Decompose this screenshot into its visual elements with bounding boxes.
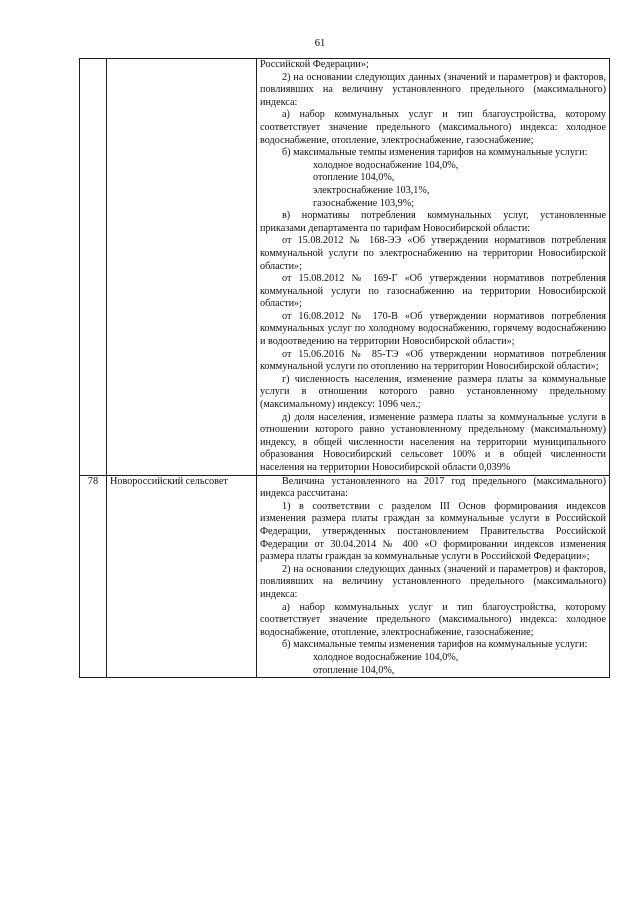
- tariff-rate-line: электроснабжение 103,1%,: [313, 184, 430, 196]
- description-paragraph: д) доля населения, изменение размера платы за коммунальные услуги в отношении которого равно установленному предельному (максимальному) индексу, в общей численности населения на территории муниципального образования Новосибирский сельсовет 100% и в общей численности населения на территории Новосибирской области 0,039%: [260, 411, 606, 473]
- index-description: [257, 475, 610, 678]
- description-paragraph: 1) в соответствии с разделом III Основ формирования индексов изменения размера платы граждан за коммунальные услуги в Российской Федерации, утвержденных постановлением Правительства Российской Федерации от 30.04.2014 № 400 «О формировании индексов изменения размера платы граждан за коммунальные услуги в Российской Федерации»;: [260, 500, 606, 563]
- tariff-rate-line: отопление 104,0%,: [313, 172, 395, 184]
- description-paragraph: от 15.06.2016 № 85-ТЭ «Об утверждении нормативов потребления коммунальной услуги по отоплению на территории Новосибирской области»;: [260, 348, 606, 373]
- description-paragraph: Величина установленного на 2017 год предельного (максимального) индекса рассчитана:: [260, 475, 606, 500]
- description-paragraph: в) нормативы потребления коммунальных услуг, установленные приказами департамента по тарифам Новосибирской области:: [260, 210, 606, 234]
- row-number: [80, 59, 107, 476]
- table-row: [80, 475, 610, 678]
- description-paragraph: б) максимальные темпы изменения тарифов на коммунальные услуги:: [282, 639, 588, 651]
- description-paragraph: г) численность населения, изменение размера платы за коммунальные услуги в отношении которого равно установленному предельному (максимальному) индексу: 1096 чел.;: [260, 373, 606, 411]
- index-description: [257, 59, 610, 476]
- page-number: 61: [314, 38, 326, 49]
- description-paragraph: 2) на основании следующих данных (значений и параметров) и факторов, повлиявших на величину установленного предельного (максимального) индекса:: [260, 563, 606, 600]
- tariff-rate-line: холодное водоснабжение 104,0%,: [313, 159, 459, 171]
- tariff-rate-line: отопление 104,0%,: [313, 664, 395, 676]
- description-paragraph: а) набор коммунальных услуг и тип благоустройства, которому соответствует значение предельного (максимального) индекса: холодное водоснабжение, отопление, электроснабжение, газоснабжение;: [260, 109, 606, 146]
- description-paragraph: б) максимальные темпы изменения тарифов на коммунальные услуги:: [282, 147, 588, 159]
- tariff-index-table: [79, 58, 610, 678]
- description-paragraph: от 15.08.2012 № 169-Г «Об утверждении нормативов потребления коммунальной услуги по газоснабжению на территории Новосибирской области»;: [260, 273, 606, 310]
- description-paragraph: от 16.08.2012 № 170-В «Об утверждении нормативов потребления коммунальных услуг по холодному водоснабжению, горячему водоснабжению и водоотведению на территории Новосибирской области»;: [260, 310, 606, 348]
- tariff-rate-line: холодное водоснабжение 104,0%,: [313, 651, 459, 663]
- tariff-rate-line: газоснабжение 103,9%;: [313, 197, 415, 209]
- description-paragraph: Российской Федерации»;: [260, 59, 369, 70]
- municipality-name: [107, 59, 257, 476]
- municipality-name: Новороссийский сельсовет: [107, 475, 257, 678]
- table-row: [80, 59, 610, 476]
- description-paragraph: от 15.08.2012 № 168-ЭЭ «Об утверждении нормативов потребления коммунальной услуги по электроснабжению на территории Новосибирской области»;: [260, 235, 606, 272]
- row-number: 78: [80, 475, 107, 678]
- description-paragraph: а) набор коммунальных услуг и тип благоустройства, которому соответствует значение предельного (максимального) индекса: холодное водоснабжение, отопление, электроснабжение, газоснабжение;: [260, 601, 606, 638]
- description-paragraph: 2) на основании следующих данных (значений и параметров) и факторов, повлиявших на величину установленного предельного (максимального) индекса:: [260, 71, 606, 108]
